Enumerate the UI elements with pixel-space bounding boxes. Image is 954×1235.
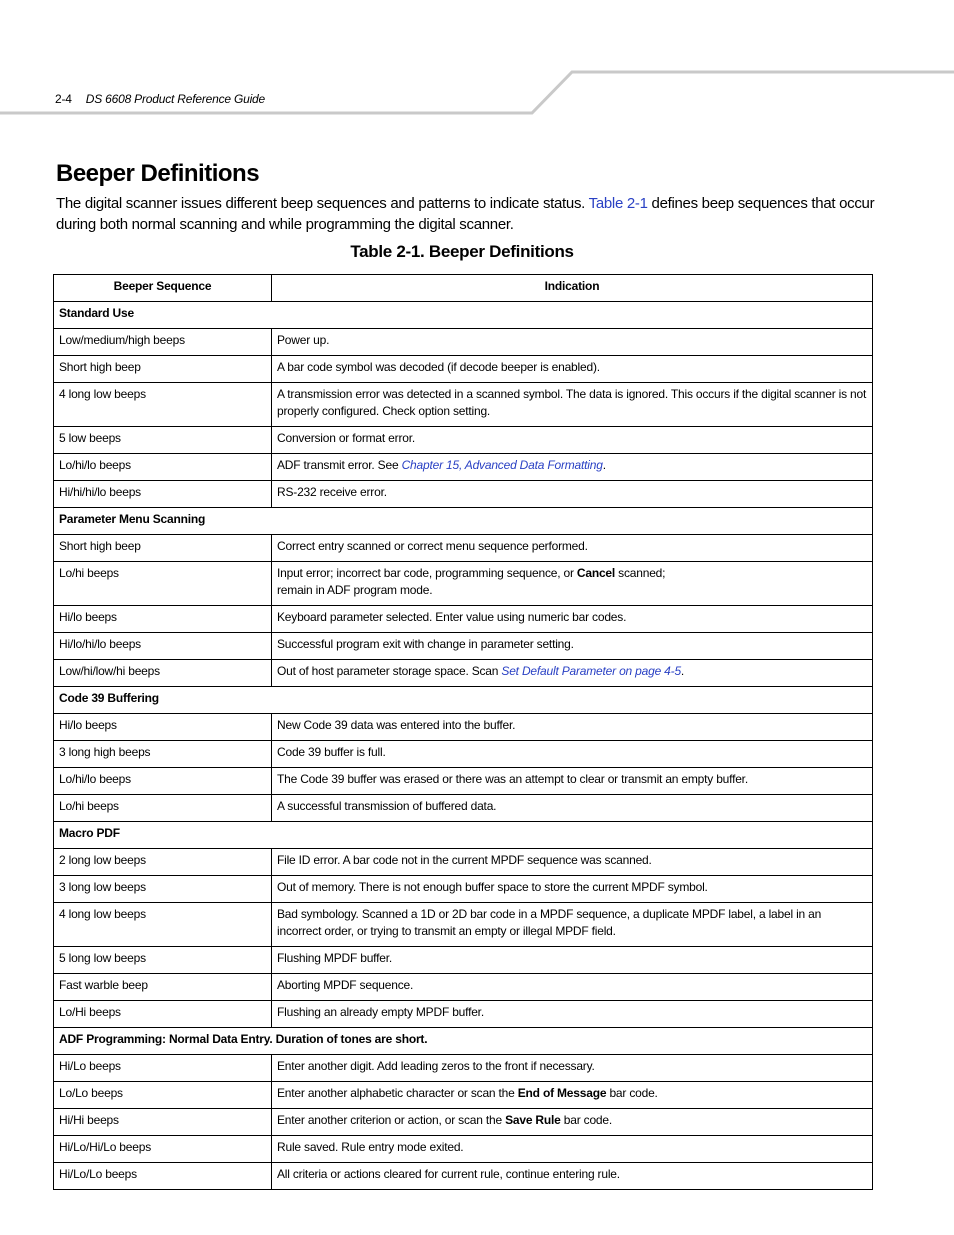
indication-text: Code 39 buffer is full.: [277, 745, 386, 759]
table-row: [54, 535, 873, 562]
beeper-sequence-cell: 5 long low beeps: [54, 947, 272, 974]
indication-cell: [272, 660, 873, 687]
indication-text-after: bar code.: [606, 1086, 658, 1100]
beeper-sequence-cell: Hi/lo beeps: [54, 714, 272, 741]
table-body: [54, 302, 873, 1190]
table-row: [54, 1055, 873, 1082]
indication-cell: [272, 795, 873, 822]
page-number: 2-4: [55, 92, 72, 106]
group-row: [54, 302, 873, 329]
beeper-definitions-table: [53, 274, 873, 1190]
beeper-sequence-cell: Low/medium/high beeps: [54, 329, 272, 356]
table-2-1-link[interactable]: Table 2-1: [588, 195, 648, 212]
table-header-row: [54, 275, 873, 302]
group-row: [54, 687, 873, 714]
group-row: [54, 1028, 873, 1055]
intro-paragraph: [56, 193, 876, 235]
table-row: [54, 741, 873, 768]
indication-cell: [272, 974, 873, 1001]
indication-text-after: bar code.: [560, 1113, 613, 1127]
indication-text: Keyboard parameter selected. Enter value using numeric bar codes.: [277, 610, 627, 624]
intro-text-after: defines beep sequences that occur during both normal scanning and while programming the digital scanner.: [56, 195, 875, 233]
table-row: [54, 947, 873, 974]
indication-cell: [272, 903, 873, 947]
indication-text: ADF transmit error. See: [277, 458, 402, 472]
table-row: [54, 768, 873, 795]
beeper-sequence-cell: Hi/Lo/Hi/Lo beeps: [54, 1136, 272, 1163]
group-title: Parameter Menu Scanning: [54, 508, 873, 535]
indication-text: New Code 39 data was entered into the buffer.: [277, 718, 516, 732]
beeper-sequence-cell: Lo/hi beeps: [54, 562, 272, 606]
indication-text: Rule saved. Rule entry mode exited.: [277, 1140, 464, 1154]
table-row: [54, 606, 873, 633]
indication-cell: [272, 356, 873, 383]
indication-cell: [272, 454, 873, 481]
indication-text: Correct entry scanned or correct menu sequence performed.: [277, 539, 588, 553]
indication-cell: [272, 849, 873, 876]
beeper-sequence-cell: Low/hi/low/hi beeps: [54, 660, 272, 687]
table-row: [54, 1001, 873, 1028]
table-row: [54, 356, 873, 383]
beeper-sequence-cell: Short high beep: [54, 535, 272, 562]
indication-cell: [272, 741, 873, 768]
table-row: [54, 876, 873, 903]
table-row: [54, 633, 873, 660]
table-row: [54, 427, 873, 454]
indication-text: Conversion or format error.: [277, 431, 415, 445]
column-header-sequence: Beeper Sequence: [54, 275, 272, 302]
group-title: Standard Use: [54, 302, 873, 329]
table-row: [54, 974, 873, 1001]
beeper-sequence-cell: 2 long low beeps: [54, 849, 272, 876]
beeper-sequence-cell: Hi/Lo/Lo beeps: [54, 1163, 272, 1190]
indication-bold-term: Cancel: [576, 566, 616, 580]
group-title: ADF Programming: Normal Data Entry. Duration of tones are short.: [54, 1028, 873, 1055]
table-row: [54, 481, 873, 508]
cross-reference-link[interactable]: Set Default Parameter on page 4-5: [501, 664, 681, 678]
indication-text: A bar code symbol was decoded (if decode beeper is enabled).: [277, 360, 600, 374]
beeper-sequence-cell: 4 long low beeps: [54, 903, 272, 947]
beeper-sequence-cell: Fast warble beep: [54, 974, 272, 1001]
indication-text: A successful transmission of buffered data.: [277, 799, 497, 813]
indication-text: Enter another alphabetic character or scan the: [277, 1086, 518, 1100]
table-row: [54, 1082, 873, 1109]
indication-text: Power up.: [277, 333, 330, 347]
running-head: [55, 92, 265, 106]
indication-text: Flushing MPDF buffer.: [277, 951, 392, 965]
beeper-sequence-cell: 3 long high beeps: [54, 741, 272, 768]
table-row: [54, 329, 873, 356]
table-row: [54, 1163, 873, 1190]
indication-text: Bad symbology. Scanned a 1D or 2D bar code in a MPDF sequence, a duplicate MPDF label, a label in an incorrect order, or trying to transmit an empty or illegal MPDF field.: [277, 907, 822, 938]
indication-text: File ID error. A bar code not in the current MPDF sequence was scanned.: [277, 853, 652, 867]
beeper-sequence-cell: Hi/lo beeps: [54, 606, 272, 633]
beeper-sequence-cell: Lo/hi beeps: [54, 795, 272, 822]
indication-text: Successful program exit with change in parameter setting.: [277, 637, 574, 651]
group-title: Code 39 Buffering: [54, 687, 873, 714]
table-row: [54, 1136, 873, 1163]
beeper-sequence-cell: 3 long low beeps: [54, 876, 272, 903]
group-row: [54, 508, 873, 535]
indication-cell: [272, 1055, 873, 1082]
beeper-sequence-cell: Hi/hi/hi/lo beeps: [54, 481, 272, 508]
indication-text: Aborting MPDF sequence.: [277, 978, 414, 992]
beeper-sequence-cell: Lo/hi/lo beeps: [54, 768, 272, 795]
column-header-indication: Indication: [272, 275, 873, 302]
indication-text-line2: remain in ADF program mode.: [277, 583, 433, 597]
table-row: [54, 903, 873, 947]
indication-cell: [272, 633, 873, 660]
beeper-sequence-cell: Hi/Lo beeps: [54, 1055, 272, 1082]
group-title: Macro PDF: [54, 822, 873, 849]
indication-cell: [272, 383, 873, 427]
indication-cell: [272, 481, 873, 508]
indication-text: Flushing an already empty MPDF buffer.: [277, 1005, 484, 1019]
intro-text-before: The digital scanner issues different beep sequences and patterns to indicate status.: [56, 195, 589, 212]
group-row: [54, 822, 873, 849]
beeper-sequence-cell: Lo/Hi beeps: [54, 1001, 272, 1028]
table-row: [54, 383, 873, 427]
indication-text: A transmission error was detected in a scanned symbol. The data is ignored. This occurs if the digital scanner is not properly configured. Check option setting.: [277, 387, 867, 418]
beeper-sequence-cell: 4 long low beeps: [54, 383, 272, 427]
indication-text: All criteria or actions cleared for current rule, continue entering rule.: [277, 1167, 620, 1181]
indication-cell: [272, 1163, 873, 1190]
section-title: Beeper Definitions: [56, 160, 260, 187]
indication-cell: [272, 1082, 873, 1109]
indication-text: The Code 39 buffer was erased or there was an attempt to clear or transmit an empty buffer.: [277, 772, 748, 786]
indication-cell: [272, 329, 873, 356]
indication-text: RS-232 receive error.: [277, 485, 387, 499]
indication-text: Enter another criterion or action, or scan the: [277, 1113, 506, 1127]
indication-cell: [272, 535, 873, 562]
indication-cell: [272, 714, 873, 741]
table-row: [54, 849, 873, 876]
indication-bold-term: Save Rule: [505, 1113, 561, 1127]
indication-cell: [272, 1109, 873, 1136]
indication-cell: [272, 606, 873, 633]
beeper-sequence-cell: Lo/hi/lo beeps: [54, 454, 272, 481]
indication-text: Input error; incorrect bar code, programming sequence, or: [277, 566, 577, 580]
table-row: [54, 562, 873, 606]
indication-cell: [272, 876, 873, 903]
beeper-sequence-cell: Short high beep: [54, 356, 272, 383]
indication-text-after: scanned;: [615, 566, 666, 580]
guide-title: DS 6608 Product Reference Guide: [85, 92, 265, 106]
table-row: [54, 454, 873, 481]
indication-cell: [272, 1136, 873, 1163]
indication-bold-term: End of Message: [517, 1086, 607, 1100]
indication-cell: [272, 562, 873, 606]
beeper-sequence-cell: Hi/lo/hi/lo beeps: [54, 633, 272, 660]
indication-cell: [272, 947, 873, 974]
beeper-sequence-cell: Hi/Hi beeps: [54, 1109, 272, 1136]
indication-cell: [272, 768, 873, 795]
indication-text-after: .: [680, 664, 685, 678]
table-row: [54, 660, 873, 687]
indication-cell: [272, 1001, 873, 1028]
table-row: [54, 714, 873, 741]
beeper-sequence-cell: Lo/Lo beeps: [54, 1082, 272, 1109]
indication-cell: [272, 427, 873, 454]
indication-text: Out of memory. There is not enough buffer space to store the current MPDF symbol.: [277, 880, 708, 894]
indication-text: Out of host parameter storage space. Scan: [277, 664, 502, 678]
table-row: [54, 1109, 873, 1136]
indication-text: Enter another digit. Add leading zeros to the front if necessary.: [277, 1059, 595, 1073]
table-row: [54, 795, 873, 822]
indication-text-after: .: [602, 458, 606, 472]
table-caption: Table 2-1. Beeper Definitions: [350, 242, 574, 261]
cross-reference-link[interactable]: Chapter 15, Advanced Data Formatting: [401, 458, 603, 472]
beeper-sequence-cell: 5 low beeps: [54, 427, 272, 454]
